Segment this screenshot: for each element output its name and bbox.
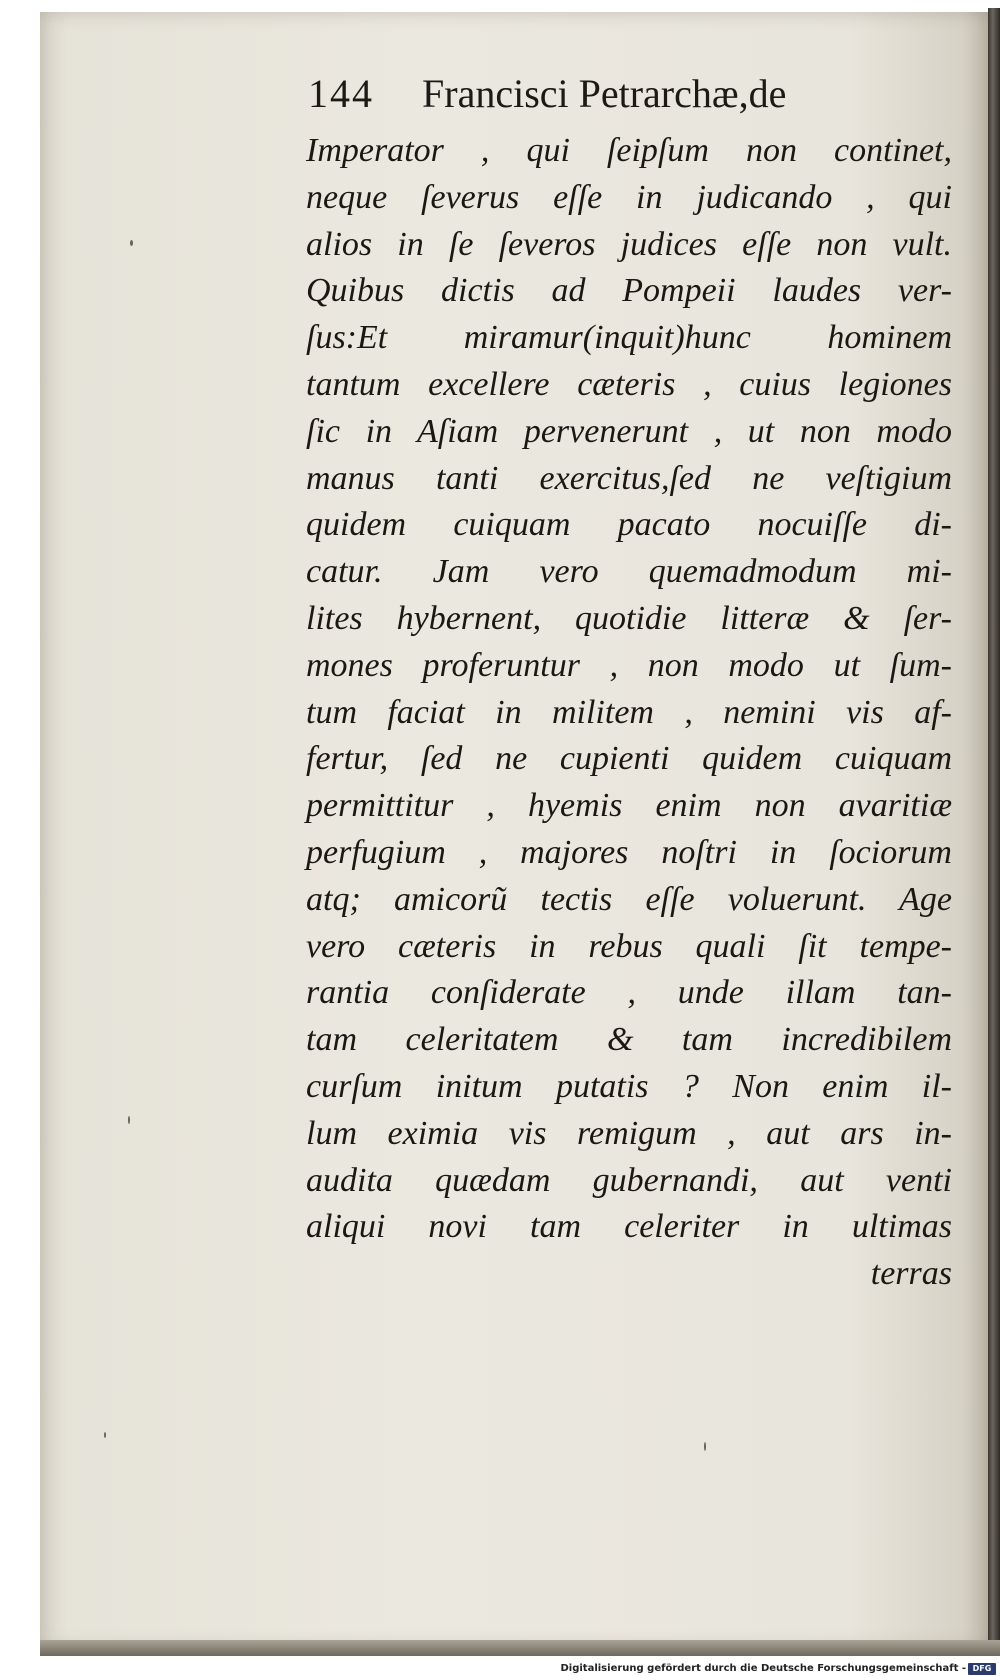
text-line: ſus:Et miramur(inquit)hunc hominem: [306, 319, 952, 357]
page-number: 144: [308, 71, 374, 116]
text-line: Quibus dictis ad Pompeii laudes ver-: [306, 272, 952, 310]
text-line: tam celeritatem & tam incredibilem: [306, 1021, 952, 1059]
text-line: tum faciat in militem , nemini vis af-: [306, 693, 952, 731]
text-line: fertur, ſed ne cupienti quidem cuiquam: [306, 740, 952, 778]
digitization-footer: [0, 1662, 1000, 1676]
catchword: terras: [870, 1255, 952, 1293]
text-line: rantia conſiderate , unde illam tan-: [306, 974, 952, 1012]
text-line: mones proferuntur , non modo ut ſum-: [306, 646, 952, 684]
text-line: curſum initum putatis ? Non enim il-: [306, 1067, 952, 1105]
text-line: manus tanti exercitus,ſed ne veſtigium: [306, 459, 952, 497]
text-line: tantum excellere cæteris , cuius legiones: [306, 365, 952, 403]
text-line: lites hybernent, quotidie litteræ & ſer-: [306, 599, 952, 637]
body-text: [306, 128, 952, 1298]
page-edge-bottom: [40, 1640, 1000, 1656]
text-line: Imperator , qui ſeipſum non continet,: [306, 132, 952, 169]
text-line: permittitur , hyemis enim non avaritiæ: [306, 787, 952, 825]
running-title: Francisci Petrarchæ,de: [422, 71, 787, 116]
text-line: alios in ſe ſeveros judices eſſe non vult.: [306, 225, 952, 263]
page-header: [308, 70, 908, 130]
text-line: catur. Jam vero quemadmodum mi-: [306, 553, 952, 591]
text-line: audita quædam gubernandi, aut venti: [306, 1161, 952, 1199]
dfg-logo: DFG: [968, 1663, 996, 1675]
text-line: neque ſeverus eſſe in judicando , qui: [306, 178, 952, 216]
text-line: atq; amicorũ tectis eſſe voluerunt. Age: [306, 880, 952, 918]
text-line: aliqui novi tam celeriter in ultimas: [306, 1208, 952, 1246]
text-line: vero cæteris in rebus quali ſit tempe-: [306, 927, 952, 965]
text-line: quidem cuiquam pacato nocuiſſe di-: [306, 506, 952, 544]
text-line: ſic in Aſiam pervenerunt , ut non modo: [306, 412, 952, 450]
text-line: perfugium , majores noſtri in ſociorum: [306, 833, 952, 871]
funding-credit: Digitalisierung gefördert durch die Deutsche Forschungsgemeinschaft -: [560, 1663, 966, 1674]
page-edge-right: [988, 8, 1000, 1656]
text-line: lum eximia vis remigum , aut ars in-: [306, 1114, 952, 1152]
